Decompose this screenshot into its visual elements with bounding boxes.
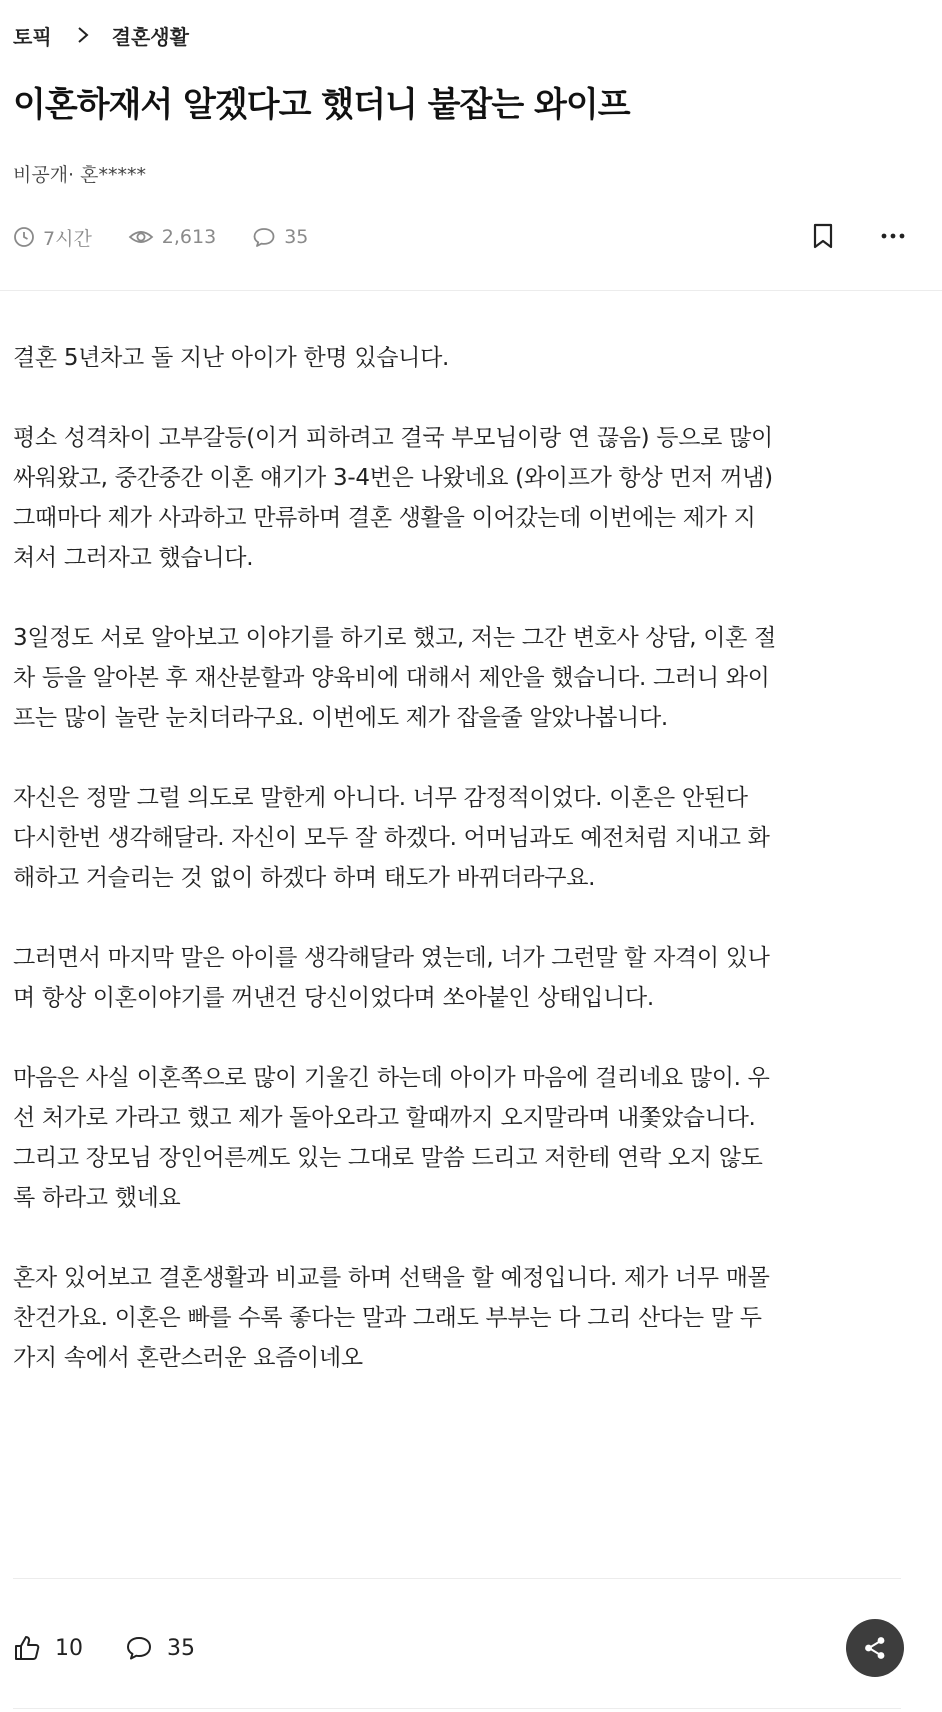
like-button[interactable] <box>13 1634 83 1662</box>
footer-divider <box>13 1708 901 1709</box>
header-divider <box>0 290 942 291</box>
body-divider <box>13 1578 901 1579</box>
body-paragraph: 마음은 사실 이혼쪽으로 많이 기울긴 하는데 아이가 마음에 걸리네요 많이. 우 선 처가로 가라고 했고 제가 돌아오라고 할때까지 오지말라며 내쫓았습니다. 그리고 장모님 장인어른께도 있는 그대로 말씀 드리고 저한테 연락 오지 않도 록 하라고 했네요 <box>13 1065 770 1211</box>
post-header-actions <box>808 220 908 252</box>
eye-icon <box>128 227 154 247</box>
thumbs-up-icon <box>13 1634 41 1662</box>
body-paragraph: 3일정도 서로 알아보고 이야기를 하기로 했고, 저는 그간 변호사 상담, 이혼 절 차 등을 알아본 후 재산분할과 양육비에 대해서 제안을 했습니다. 그러니 와이 프는 많이 놀란 눈치더라구요. 이번에도 제가 잡을줄 알았나봅니다. <box>13 625 777 731</box>
post-meta <box>13 222 344 252</box>
body-paragraph: 평소 성격차이 고부갈등(이거 피하려고 결국 부모님이랑 연 끊음) 등으로 많이 싸워왔고, 중간중간 이혼 얘기가 3-4번은 나왔네요 (와이프가 항상 먼저 꺼냄) 그때마다 제가 사과하고 만류하며 결혼 생활을 이어갔는데 이번에는 제가 지 쳐서 그러자고 했습니다. <box>13 425 773 571</box>
breadcrumb-topic-link[interactable]: 토픽 <box>13 24 52 49</box>
share-icon <box>862 1635 888 1661</box>
post-comments <box>252 226 308 248</box>
body-paragraph: 결혼 5년차고 돌 지난 아이가 한명 있습니다. <box>13 345 450 371</box>
views-value: 2,613 <box>161 226 217 248</box>
bookmark-button[interactable] <box>808 220 838 252</box>
comment-count: 35 <box>167 1635 195 1661</box>
post-time <box>13 224 92 251</box>
post-views <box>128 226 216 248</box>
speech-bubble-icon <box>252 226 276 248</box>
body-paragraph: 혼자 있어보고 결혼생활과 비교를 하며 선택을 할 예정입니다. 제가 너무 매몰 찬건가요. 이혼은 빠를 수록 좋다는 말과 그래도 부부는 다 그리 산다는 말 두 가지 속에서 혼란스러운 요즘이네오 <box>13 1265 770 1371</box>
body-paragraph: 자신은 정말 그럴 의도로 말한게 아니다. 너무 감정적이었다. 이혼은 안된다 다시한번 생각해달라. 자신이 모두 잘 하겠다. 어머님과도 예전처럼 지내고 화 해하고 거슬리는 것 없이 하겠다 하며 태도가 바뀌더라구요. <box>13 785 770 891</box>
speech-bubble-icon <box>125 1635 153 1661</box>
author-label: 비공개· 혼***** <box>13 164 146 186</box>
comment-button[interactable] <box>125 1635 195 1661</box>
clock-icon <box>13 226 35 248</box>
post-title: 이혼하재서 알겠다고 했더니 붙잡는 와이프 <box>13 85 630 125</box>
more-options-button[interactable] <box>878 220 908 252</box>
bookmark-icon <box>812 223 834 249</box>
comments-value: 35 <box>284 226 309 248</box>
like-count: 10 <box>55 1635 83 1661</box>
chevron-right-icon <box>76 25 90 45</box>
breadcrumb-category-link[interactable]: 결혼생활 <box>111 24 189 49</box>
more-horizontal-icon <box>880 232 906 240</box>
body-paragraph: 그러면서 마지막 말은 아이를 생각해달라 였는데, 너가 그런말 할 자격이 있나 며 항상 이혼이야기를 꺼낸건 당신이었다며 쏘아붙인 상태입니다. <box>13 945 770 1011</box>
share-button[interactable] <box>846 1619 904 1677</box>
breadcrumb <box>13 18 189 52</box>
time-value: 7시간 <box>43 227 92 250</box>
post-body <box>13 338 913 1418</box>
post-actions <box>13 1628 237 1668</box>
